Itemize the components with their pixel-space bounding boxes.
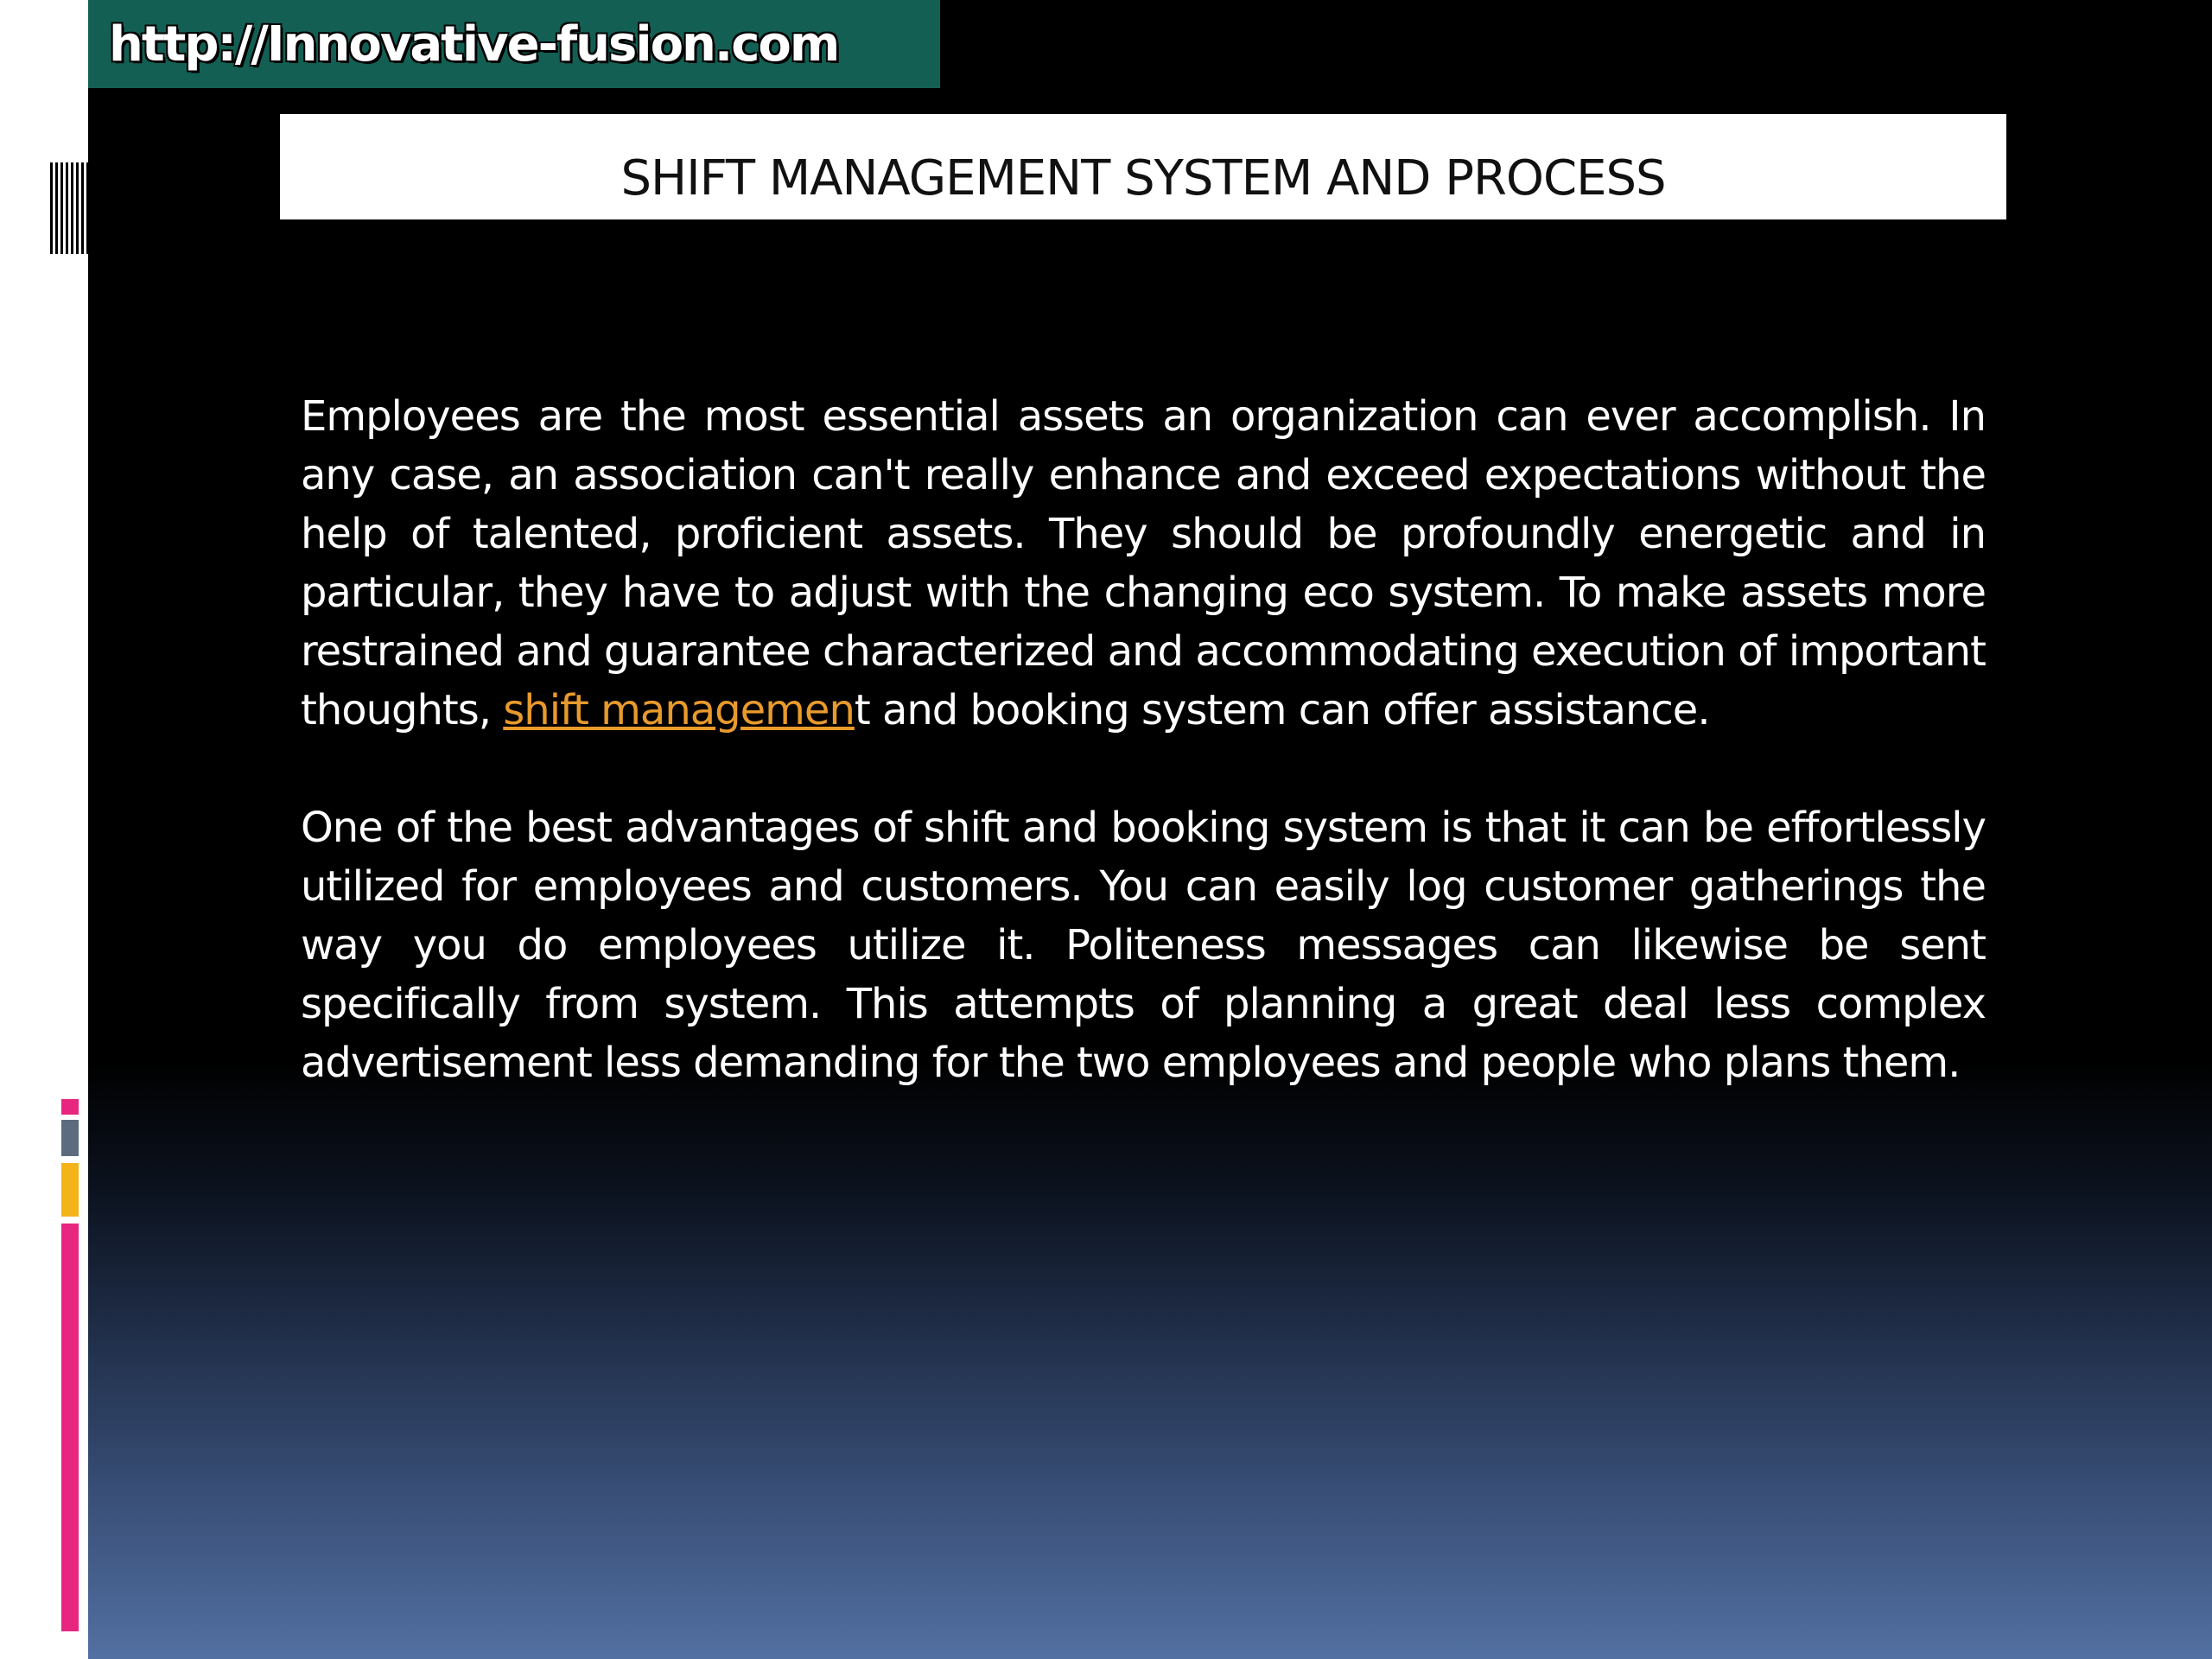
barcode-stripes-icon xyxy=(50,162,88,254)
left-decor-strip xyxy=(0,0,88,1659)
slide-title: SHIFT MANAGEMENT SYSTEM AND PROCESS xyxy=(620,150,1666,207)
body-text xyxy=(301,387,1986,1151)
title-box xyxy=(280,114,2006,219)
url-banner xyxy=(88,0,940,88)
paragraph-1-tail: t and booking system can offer assistance. xyxy=(854,686,1710,734)
accent-bar-yellow xyxy=(61,1163,79,1217)
accent-bar-gray xyxy=(61,1120,79,1156)
shift-management-link[interactable]: shift managemen xyxy=(503,686,855,734)
paragraph-1-text: Employees are the most essential assets an organization can ever accomplish. In any case, an association can't really enhance and exceed expectations without the help of talented, proficient assets. They should be profoundly energetic and in particular, they have to adjust with the changing eco system. To make assets more restrained and guarantee characterized and accommodating execution of important thoughts, xyxy=(301,392,1986,734)
paragraph-1 xyxy=(301,387,1986,740)
accent-bar-pink-small xyxy=(61,1099,79,1115)
site-url: http://Innovative-fusion.com xyxy=(109,16,839,73)
accent-bar-pink-long xyxy=(61,1224,79,1631)
paragraph-2: One of the best advantages of shift and booking system is that it can be effortlessly utilized for employees and customers. You can easily log customer gatherings the way you do employees utilize it. Politeness messages can likewise be sent specifically from system. This attempts of planning a great deal less complex advertisement less demanding for the two employees and people who plans them. xyxy=(301,804,1986,1087)
